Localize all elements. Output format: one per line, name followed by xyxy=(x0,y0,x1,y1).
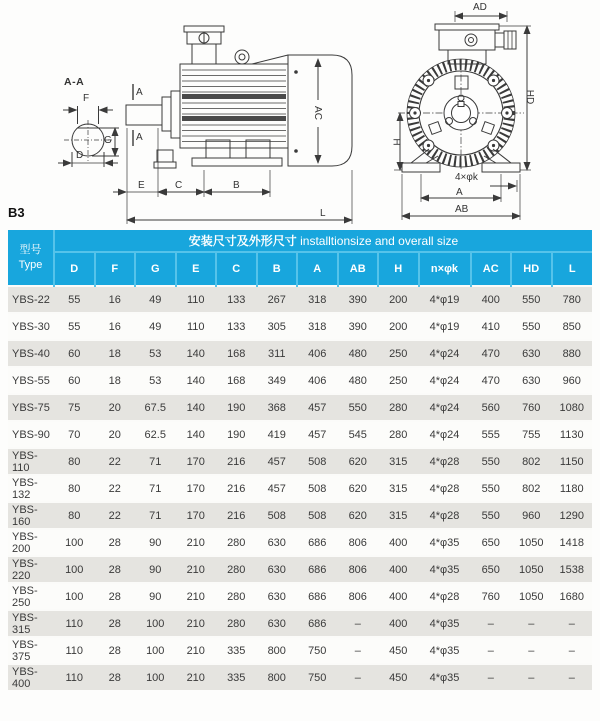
dimension-cell: 280 xyxy=(216,529,257,556)
dimension-cell: 4*φ24 xyxy=(419,340,471,367)
dim-label-ad: AD xyxy=(473,2,487,13)
table-row xyxy=(8,340,592,367)
dimension-cell: 90 xyxy=(135,529,176,556)
dimension-cell: – xyxy=(511,637,552,664)
dimension-cell: – xyxy=(471,664,512,690)
type-header-zh: 型号 xyxy=(19,244,42,257)
dimension-cell: 280 xyxy=(216,556,257,583)
dimension-cell: 170 xyxy=(176,475,217,502)
dimension-cell: 806 xyxy=(338,583,379,610)
dimension-cell: 18 xyxy=(95,367,136,394)
dimension-cell: 802 xyxy=(511,475,552,502)
main-header xyxy=(54,230,592,252)
dimension-cell: 100 xyxy=(135,664,176,690)
row-type: YBS-132 xyxy=(8,475,54,502)
column-header-b: B xyxy=(257,252,298,286)
row-type: YBS-400 xyxy=(8,664,54,690)
dimension-cell: 318 xyxy=(297,313,338,340)
dimension-cell: 20 xyxy=(95,394,136,421)
dimension-cell: – xyxy=(338,610,379,637)
dimension-cell: 470 xyxy=(471,367,512,394)
dimension-cell: 686 xyxy=(297,556,338,583)
dimension-cell: 280 xyxy=(216,583,257,610)
dimension-cell: 140 xyxy=(176,367,217,394)
dimension-cell: 508 xyxy=(297,502,338,529)
dimension-cell: 620 xyxy=(338,475,379,502)
row-type: YBS-375 xyxy=(8,637,54,664)
dimension-cell: 400 xyxy=(378,583,419,610)
dimension-cell: 16 xyxy=(95,313,136,340)
dimension-cell: 170 xyxy=(176,448,217,475)
dimension-cell: 4*φ28 xyxy=(419,502,471,529)
dimension-cell: 90 xyxy=(135,556,176,583)
dimension-cell: 315 xyxy=(378,448,419,475)
dimension-cell: – xyxy=(471,637,512,664)
row-type: YBS-315 xyxy=(8,610,54,637)
type-column-header xyxy=(8,230,54,286)
dim-label-g: G xyxy=(104,135,112,146)
dim-label-ac: AC xyxy=(311,106,323,120)
dimension-cell: – xyxy=(511,610,552,637)
dimension-cell: 168 xyxy=(216,367,257,394)
dimension-cell: 550 xyxy=(511,313,552,340)
dim-label-l: L xyxy=(320,208,326,219)
dimension-cell: 960 xyxy=(552,367,593,394)
row-type: YBS-250 xyxy=(8,583,54,610)
dimension-cell: 70 xyxy=(54,421,95,448)
dimension-cell: – xyxy=(338,637,379,664)
dimension-cell: 200 xyxy=(378,313,419,340)
dimension-cell: 880 xyxy=(552,340,593,367)
dim-label-ab: AB xyxy=(455,204,469,215)
dimension-cell: 60 xyxy=(54,367,95,394)
column-header-nk: n×φk xyxy=(419,252,471,286)
dimension-cell: 250 xyxy=(378,367,419,394)
dimension-cell: 390 xyxy=(338,313,379,340)
dimension-cell: 780 xyxy=(552,286,593,313)
table-row xyxy=(8,664,592,690)
table-row xyxy=(8,394,592,421)
dimension-cell: 400 xyxy=(471,286,512,313)
row-type: YBS-90 xyxy=(8,421,54,448)
dimension-cell: 216 xyxy=(216,475,257,502)
dimension-cell: 545 xyxy=(338,421,379,448)
row-type: YBS-55 xyxy=(8,367,54,394)
dimension-cell: 210 xyxy=(176,583,217,610)
motor-drawings xyxy=(0,0,600,228)
table-body xyxy=(8,286,592,690)
section-aa-label: A-A xyxy=(64,76,85,88)
dimension-cell: 110 xyxy=(176,286,217,313)
dimension-cell: 60 xyxy=(54,340,95,367)
dimension-cell: 755 xyxy=(511,421,552,448)
dimension-cell: 200 xyxy=(378,286,419,313)
dimension-cell: 4*φ35 xyxy=(419,556,471,583)
dimension-cell: – xyxy=(552,664,593,690)
dimension-cell: 53 xyxy=(135,340,176,367)
column-header-e: E xyxy=(176,252,217,286)
dimension-cell: 802 xyxy=(511,448,552,475)
dimension-cell: 216 xyxy=(216,448,257,475)
dimension-cell: 100 xyxy=(54,556,95,583)
dimension-cell: 806 xyxy=(338,556,379,583)
row-type: YBS-220 xyxy=(8,556,54,583)
dimension-cell: 508 xyxy=(297,448,338,475)
dim-label-b: B xyxy=(233,180,240,191)
dimension-cell: 22 xyxy=(95,448,136,475)
dimension-cell: 315 xyxy=(378,475,419,502)
dimension-cell: 80 xyxy=(54,502,95,529)
dimension-cell: 806 xyxy=(338,529,379,556)
column-header-c: C xyxy=(216,252,257,286)
table-row xyxy=(8,475,592,502)
table-row xyxy=(8,529,592,556)
dim-label-f: F xyxy=(83,93,90,104)
dimension-cell: 550 xyxy=(471,502,512,529)
dimension-cell: 28 xyxy=(95,637,136,664)
dimension-cell: 168 xyxy=(216,340,257,367)
column-header-hd: HD xyxy=(511,252,552,286)
dim-label-a: A xyxy=(456,187,463,198)
dimension-cell: 800 xyxy=(257,664,298,690)
row-type: YBS-30 xyxy=(8,313,54,340)
table-row xyxy=(8,583,592,610)
dimension-cell: 1130 xyxy=(552,421,593,448)
dimension-cell: 410 xyxy=(471,313,512,340)
dimension-cell: – xyxy=(511,664,552,690)
row-type: YBS-40 xyxy=(8,340,54,367)
dimension-cell: 250 xyxy=(378,340,419,367)
dimension-cell: 686 xyxy=(297,529,338,556)
dimension-cell: 28 xyxy=(95,583,136,610)
dimension-cell: 140 xyxy=(176,421,217,448)
dimension-cell: 457 xyxy=(257,475,298,502)
dimension-cell: 400 xyxy=(378,610,419,637)
dimension-cell: 133 xyxy=(216,286,257,313)
dimension-cell: 280 xyxy=(378,421,419,448)
dimension-cell: 71 xyxy=(135,502,176,529)
column-header-l: L xyxy=(552,252,593,286)
row-type: YBS-200 xyxy=(8,529,54,556)
dimension-cell: 90 xyxy=(135,583,176,610)
dimension-cell: 480 xyxy=(338,340,379,367)
dimension-cell: 75 xyxy=(54,394,95,421)
dimension-cell: 305 xyxy=(257,313,298,340)
dimension-cell: 1538 xyxy=(552,556,593,583)
dimension-cell: 110 xyxy=(54,664,95,690)
dimension-cell: 457 xyxy=(257,448,298,475)
dimension-cell: 20 xyxy=(95,421,136,448)
dimension-cell: 400 xyxy=(378,529,419,556)
row-type: YBS-110 xyxy=(8,448,54,475)
dimension-cell: 630 xyxy=(257,610,298,637)
dimension-cell: 170 xyxy=(176,502,217,529)
dimension-cell: – xyxy=(338,664,379,690)
mounting-code-b3: B3 xyxy=(8,205,25,220)
dimension-cell: 110 xyxy=(176,313,217,340)
table-row xyxy=(8,556,592,583)
dimension-cell: 80 xyxy=(54,448,95,475)
dimension-cell: 4*φ35 xyxy=(419,610,471,637)
dimension-cell: 18 xyxy=(95,340,136,367)
dimension-cell: 650 xyxy=(471,556,512,583)
dimension-cell: 62.5 xyxy=(135,421,176,448)
dimension-cell: 335 xyxy=(216,664,257,690)
dim-label-d: D xyxy=(76,150,84,161)
dimension-cell: 368 xyxy=(257,394,298,421)
dim-label-hd: HD xyxy=(524,89,536,105)
dimension-cell: 470 xyxy=(471,340,512,367)
dimension-cell: 1050 xyxy=(511,529,552,556)
dimension-cell: 960 xyxy=(511,502,552,529)
dimension-cell: 110 xyxy=(54,637,95,664)
dimension-cell: 28 xyxy=(95,529,136,556)
table-header xyxy=(8,230,592,286)
dimension-cell: 4*φ35 xyxy=(419,637,471,664)
dimension-cell: 16 xyxy=(95,286,136,313)
dimension-cell: 71 xyxy=(135,448,176,475)
row-type: YBS-75 xyxy=(8,394,54,421)
dimension-cell: 1050 xyxy=(511,583,552,610)
table-row xyxy=(8,448,592,475)
dimension-cell: 335 xyxy=(216,637,257,664)
dimension-cell: 49 xyxy=(135,313,176,340)
column-header-f: F xyxy=(95,252,136,286)
dimension-cell: 22 xyxy=(95,502,136,529)
dimension-cell: 620 xyxy=(338,448,379,475)
dimension-cell: 1180 xyxy=(552,475,593,502)
dimension-cell: 190 xyxy=(216,421,257,448)
column-header-h: H xyxy=(378,252,419,286)
dimension-cell: 22 xyxy=(95,475,136,502)
dimension-cell: 650 xyxy=(471,529,512,556)
dimension-cell: 508 xyxy=(297,475,338,502)
dimension-cell: 140 xyxy=(176,340,217,367)
dimension-cell: 560 xyxy=(471,394,512,421)
table-row xyxy=(8,637,592,664)
dimension-cell: 555 xyxy=(471,421,512,448)
dimension-cell: 210 xyxy=(176,610,217,637)
dimension-cell: 4*φ24 xyxy=(419,367,471,394)
dimension-cell: 140 xyxy=(176,394,217,421)
dimension-cell: 550 xyxy=(338,394,379,421)
main-header-en: installtionsize and overall size xyxy=(300,234,459,248)
table-row xyxy=(8,286,592,313)
dimension-table-wrap xyxy=(8,230,592,690)
dim-label-c: C xyxy=(175,180,183,191)
dimension-cell: 280 xyxy=(216,610,257,637)
dimension-cell: 630 xyxy=(257,529,298,556)
dimension-cell: 630 xyxy=(257,556,298,583)
dimension-cell: 390 xyxy=(338,286,379,313)
main-header-zh: 安装尺寸及外形尺寸 xyxy=(188,234,297,248)
dimension-cell: 133 xyxy=(216,313,257,340)
dimension-cell: 4*φ28 xyxy=(419,448,471,475)
dimension-cell: 1290 xyxy=(552,502,593,529)
dimension-cell: 1080 xyxy=(552,394,593,421)
dimension-cell: 550 xyxy=(511,286,552,313)
dimension-cell: 760 xyxy=(471,583,512,610)
column-header-g: G xyxy=(135,252,176,286)
motor-line-art xyxy=(0,0,600,228)
table-row xyxy=(8,313,592,340)
section-marker-bottom: A xyxy=(136,132,143,143)
dimension-cell: 4*φ19 xyxy=(419,286,471,313)
dimension-cell: 1150 xyxy=(552,448,593,475)
table-row xyxy=(8,610,592,637)
section-marker-top: A xyxy=(136,87,143,98)
dimension-cell: 100 xyxy=(135,637,176,664)
dimension-cell: 71 xyxy=(135,475,176,502)
dimension-cell: 4*φ35 xyxy=(419,664,471,690)
table-row xyxy=(8,367,592,394)
dimension-cell: 4*φ24 xyxy=(419,421,471,448)
dimension-cell: 419 xyxy=(257,421,298,448)
type-header-en: Type xyxy=(18,258,43,271)
dimension-cell: 28 xyxy=(95,610,136,637)
column-header-row xyxy=(8,252,592,286)
dimension-cell: 450 xyxy=(378,664,419,690)
dimension-cell: 100 xyxy=(54,583,95,610)
dimension-cell: 630 xyxy=(257,583,298,610)
dimension-cell: 1680 xyxy=(552,583,593,610)
dimension-cell: 28 xyxy=(95,556,136,583)
dimension-cell: 850 xyxy=(552,313,593,340)
dimension-cell: 760 xyxy=(511,394,552,421)
column-header-ac: AC xyxy=(471,252,512,286)
table-row xyxy=(8,502,592,529)
dimension-cell: 457 xyxy=(297,394,338,421)
dimension-cell: 53 xyxy=(135,367,176,394)
dimension-cell: 280 xyxy=(378,394,419,421)
dimension-cell: 800 xyxy=(257,637,298,664)
dimension-cell: 210 xyxy=(176,529,217,556)
dimension-cell: 550 xyxy=(471,448,512,475)
row-type: YBS-22 xyxy=(8,286,54,313)
dimension-cell: – xyxy=(552,637,593,664)
dimension-cell: 311 xyxy=(257,340,298,367)
dimension-cell: 4*φ35 xyxy=(419,529,471,556)
row-type: YBS-160 xyxy=(8,502,54,529)
dimension-cell: 750 xyxy=(297,664,338,690)
dimension-cell: 67.5 xyxy=(135,394,176,421)
table-row xyxy=(8,421,592,448)
dimension-cell: 406 xyxy=(297,340,338,367)
dimension-cell: 55 xyxy=(54,313,95,340)
dimension-cell: 110 xyxy=(54,610,95,637)
dimension-cell: 630 xyxy=(511,367,552,394)
dimension-cell: 315 xyxy=(378,502,419,529)
dimension-cell: 49 xyxy=(135,286,176,313)
dimension-cell: 210 xyxy=(176,664,217,690)
column-header-d: D xyxy=(54,252,95,286)
dimension-cell: 686 xyxy=(297,583,338,610)
dimension-cell: 630 xyxy=(511,340,552,367)
dim-label-h: H xyxy=(390,138,402,146)
dimension-cell: 4*φ28 xyxy=(419,583,471,610)
dimension-cell: 550 xyxy=(471,475,512,502)
dimension-cell: 210 xyxy=(176,637,217,664)
dimension-cell: 686 xyxy=(297,610,338,637)
dimension-cell: 4*φ28 xyxy=(419,475,471,502)
dimension-cell: 1050 xyxy=(511,556,552,583)
dimension-cell: 80 xyxy=(54,475,95,502)
dimension-table xyxy=(8,230,592,690)
dimension-cell: 4*φ19 xyxy=(419,313,471,340)
dimension-cell: 1418 xyxy=(552,529,593,556)
dimension-cell: – xyxy=(471,610,512,637)
dim-label-holes: 4×φk xyxy=(455,172,478,183)
dimension-cell: 190 xyxy=(216,394,257,421)
dimension-cell: 620 xyxy=(338,502,379,529)
dimension-cell: 480 xyxy=(338,367,379,394)
motor-side-view xyxy=(113,26,352,224)
dim-label-e: E xyxy=(138,180,145,191)
dimension-cell: 349 xyxy=(257,367,298,394)
dimension-cell: 4*φ24 xyxy=(419,394,471,421)
dimension-cell: 508 xyxy=(257,502,298,529)
dimension-cell: 216 xyxy=(216,502,257,529)
column-header-ab: AB xyxy=(338,252,379,286)
dimension-cell: 457 xyxy=(297,421,338,448)
dimension-cell: 406 xyxy=(297,367,338,394)
dimension-cell: 750 xyxy=(297,637,338,664)
dimension-cell: – xyxy=(552,610,593,637)
dimension-cell: 210 xyxy=(176,556,217,583)
dimension-cell: 318 xyxy=(297,286,338,313)
dimension-cell: 55 xyxy=(54,286,95,313)
column-header-a: A xyxy=(297,252,338,286)
dimension-cell: 450 xyxy=(378,637,419,664)
dimension-cell: 100 xyxy=(135,610,176,637)
dimension-cell: 400 xyxy=(378,556,419,583)
dimension-cell: 100 xyxy=(54,529,95,556)
dimension-cell: 28 xyxy=(95,664,136,690)
dimension-cell: 267 xyxy=(257,286,298,313)
